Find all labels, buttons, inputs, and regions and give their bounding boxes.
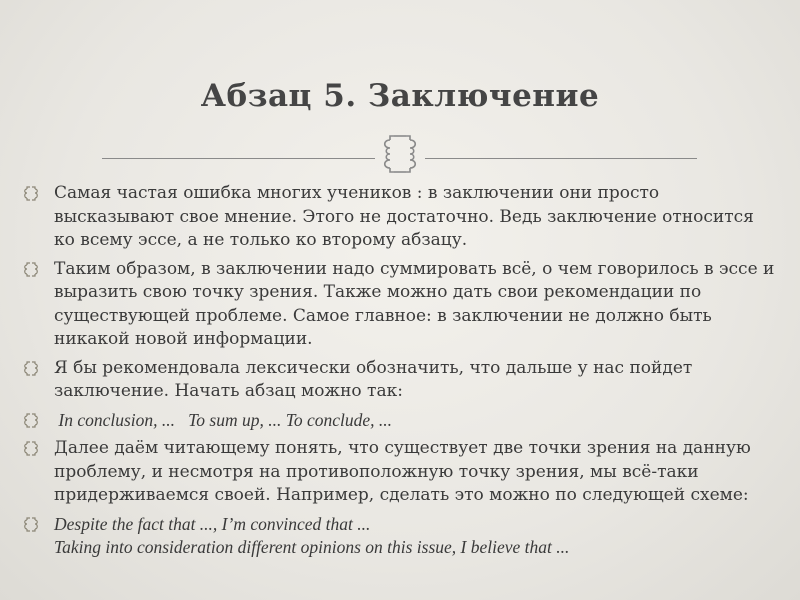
divider-line-right — [425, 158, 697, 159]
list-item — [20, 357, 780, 404]
ornamental-bullet-icon — [22, 513, 40, 536]
list-item-text: Taking into consideration different opinions on this issue, I believe that ... — [54, 537, 570, 557]
ornamental-bullet-icon — [22, 182, 40, 205]
ornamental-bullet-icon — [22, 437, 40, 460]
list-item-text: Таким образом, в заключении надо суммировать всё, о чем говорилось в эссе и выразить свою точку зрения. Также можно дать свои рекомендации по существующей проблеме. Самое главное: в заключении не должно быть никакой новой информации. — [54, 258, 775, 349]
list-item-text: Самая частая ошибка многих учеников : в заключении они просто высказывают свое мнение. Этого не достаточно. Ведь заключение относится ко всему эссе, а не только ко второму абзацу. — [54, 183, 754, 250]
divider-line-left — [102, 158, 375, 159]
list-item — [20, 258, 780, 352]
list-item-text: Я бы рекомендовала лексически обозначить, что дальше у нас пойдет заключение. Начать абзац можно так: — [54, 357, 693, 401]
ornamental-bullet-icon — [22, 258, 40, 281]
ornamental-bullet-icon — [22, 409, 40, 432]
ornamental-bullet-icon — [22, 357, 40, 380]
list-item-text: In conclusion, ... To sum up, ... To conclude, ... — [54, 409, 393, 430]
list-item — [20, 513, 780, 560]
list-item-text: Далее даём читающему понять, что существует две точки зрения на данную проблему, и несмотря на противоположную точку зрения, мы всё-таки придерживаемся своей. Например, сделать это можно по следующей схеме: — [54, 438, 751, 505]
list-item — [20, 182, 780, 253]
bullet-list — [20, 182, 780, 565]
list-item-text: Despite the fact that ..., I’m convinced that ... — [54, 513, 371, 534]
slide-title: Абзац 5. Заключение — [200, 78, 600, 114]
ornament-divider-icon — [378, 134, 422, 174]
list-item — [20, 409, 780, 433]
list-item — [20, 437, 780, 508]
